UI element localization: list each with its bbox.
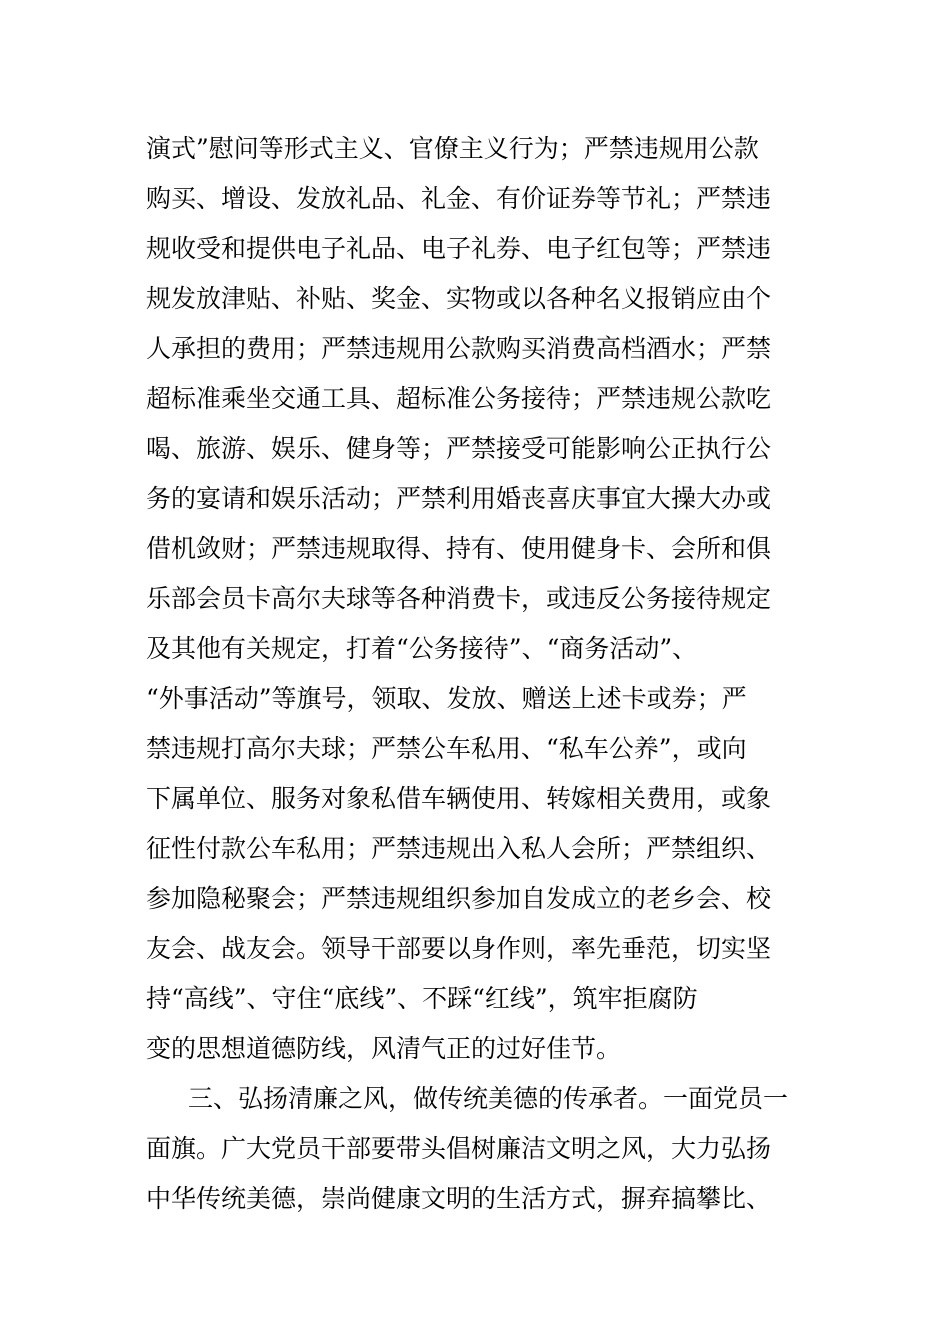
text-line: 借机敛财；严禁违规取得、持有、使用健身卡、会所和俱 (146, 534, 772, 563)
text-line: 征性付款公车私用；严禁违规出入私人会所；严禁组织、 (146, 834, 772, 863)
text-line: 友会、战友会。领导干部要以身作则，率先垂范，切实坚 (146, 934, 772, 963)
body-text (146, 124, 816, 1224)
text-line: 禁违规打高尔夫球；严禁公车私用、“私车公养”，或向 (146, 734, 747, 763)
text-line: 乐部会员卡高尔夫球等各种消费卡，或违反公务接待规定 (146, 584, 772, 613)
text-line: 规收受和提供电子礼品、电子礼券、电子红包等；严禁违 (146, 234, 772, 263)
text-line: 规发放津贴、补贴、奖金、实物或以各种名义报销应由个 (146, 284, 772, 313)
text-line: 喝、旅游、娱乐、健身等；严禁接受可能影响公正执行公 (146, 434, 772, 463)
text-line: “外事活动”等旗号，领取、发放、赠送上述卡或券；严 (146, 684, 747, 713)
text-line: 下属单位、服务对象私借车辆使用、转嫁相关费用，或象 (146, 784, 772, 813)
text-line: 变的思想道德防线，风清气正的过好佳节。 (146, 1034, 622, 1063)
text-line: 持“高线”、守住“底线”、不踩“红线”，筑牢拒腐防 (146, 984, 698, 1013)
text-line: 务的宴请和娱乐活动；严禁利用婚丧喜庆事宜大操大办或 (146, 484, 772, 513)
text-line: 超标准乘坐交通工具、超标准公务接待；严禁违规公款吃 (146, 384, 772, 413)
text-line: 面旗。广大党员干部要带头倡树廉洁文明之风，大力弘扬 (146, 1134, 772, 1163)
section-heading-line: 三、弘扬清廉之风，做传统美德的传承者。一面党员一 (188, 1084, 789, 1113)
text-line: 演式”慰问等形式主义、官僚主义行为；严禁违规用公款 (146, 134, 759, 163)
text-line: 人承担的费用；严禁违规用公款购买消费高档酒水；严禁 (146, 334, 772, 363)
text-line: 参加隐秘聚会；严禁违规组织参加自发成立的老乡会、校 (146, 884, 772, 913)
text-line: 购买、增设、发放礼品、礼金、有价证券等节礼；严禁违 (146, 184, 772, 213)
text-line: 及其他有关规定，打着“公务接待”、“商务活动”、 (146, 634, 698, 663)
text-line: 中华传统美德，崇尚健康文明的生活方式，摒弃搞攀比、 (146, 1184, 772, 1213)
